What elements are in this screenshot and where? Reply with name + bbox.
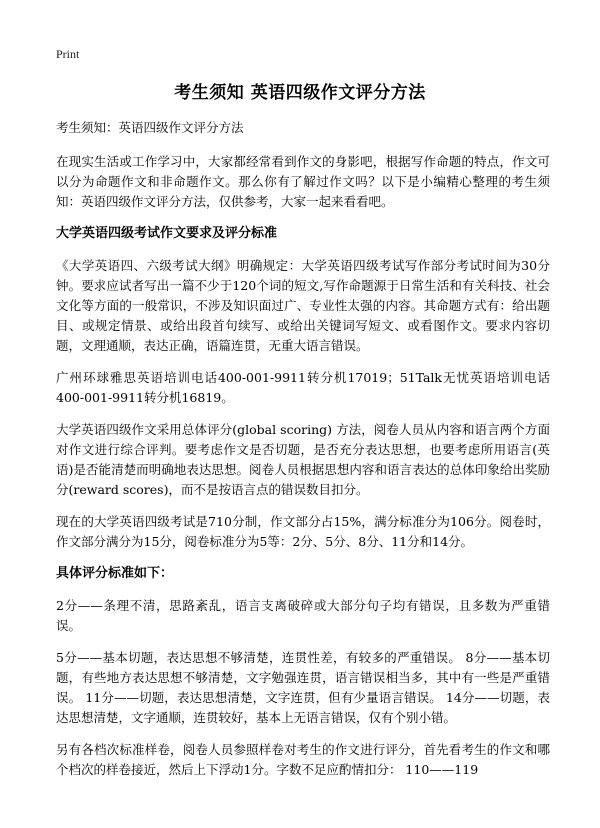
paragraph-2-points: 2分——条理不清，思路紊乱，语言支离破碎或大部分句子均有错误，且多数为严重错误。: [56, 598, 550, 633]
section-heading-criteria: 具体评分标准如下：: [56, 566, 174, 581]
intro-paragraph: 在现实生活或工作学习中，大家都经常看到作文的身影吧，根据写作命题的特点，作文可以分为命题作文和非命题作文。那么你有了解过作文吗？以下是小编精心整理的考生须知：英语四级作文评分方法，仅供参考，大家一起来看看吧。: [56, 154, 550, 209]
paragraph-phone: 广州环球雅思英语培训电话400-001-9911转分机17019；51Talk无忧英语培训电话400-001-9911转分机16819。: [56, 370, 550, 405]
page-title: 考生须知 英语四级作文评分方法: [174, 83, 426, 103]
article-body: [56, 118, 550, 792]
paragraph-score-system: 现在的大学英语四级考试是710分制，作文部分占15%，满分标准分为106分。阅卷时，作文部分满分为15分，阅卷标准分为5等：2分、5分、8分、11分和14分。: [56, 514, 550, 549]
paragraph-global-scoring: 大学英语四级作文采用总体评分(global scoring) 方法，阅卷人员从内容和语言两个方面对作文进行综合评判。要考虑作文是否切题，是否充分表达思想，也要考虑所用语言(英语)是否能清楚而明确地表达思想。阅卷人员根据思想内容和语言表达的总体印象给出奖励分(reward scores)，而不是按语言点的错误数目扣分。: [56, 422, 550, 497]
paragraph-syllabus: 《大学英语四、六级考试大纲》明确规定：大学英语四级考试写作部分考试时间为30分钟。要求应试者写出一篇不少于120个词的短文,写作命题源于日常生活和有关科技、社会文化等方面的一般常识，不涉及知识面过广、专业性太强的内容。其命题方式有：给出题目、或规定情景、或给出段首句续写、或给出关键词写短文、或看图作文。要求内容切题，文理通顺，表达正确，语篇连贯，无重大语言错误。: [56, 258, 550, 353]
paragraph-score-levels: 5分——基本切题，表达思想不够清楚，连贯性差，有较多的严重错误。 8分——基本切题，有些地方表达思想不够清楚，文字勉强连贯，语言错误相当多，其中有一些是严重错误。 11分——切题，表达思想清楚，文字连贯，但有少量语言错误。 14分——切题，表达思想清楚，文字通顺，连贯较好，基本上无语言错误，仅有个别小错。: [56, 650, 550, 725]
paragraph-sample-papers: 另有各档次标准样卷，阅卷人员参照样卷对考生的作文进行评分，首先看考生的作文和哪个档次的样卷接近，然后上下浮动1分。字数不足应酌情扣分： 110——119: [56, 742, 550, 777]
print-link[interactable]: Print: [56, 47, 80, 61]
section-heading-requirements: 大学英语四级考试作文要求及评分标准: [56, 226, 278, 241]
article-subtitle: 考生须知：英语四级作文评分方法: [56, 120, 244, 135]
